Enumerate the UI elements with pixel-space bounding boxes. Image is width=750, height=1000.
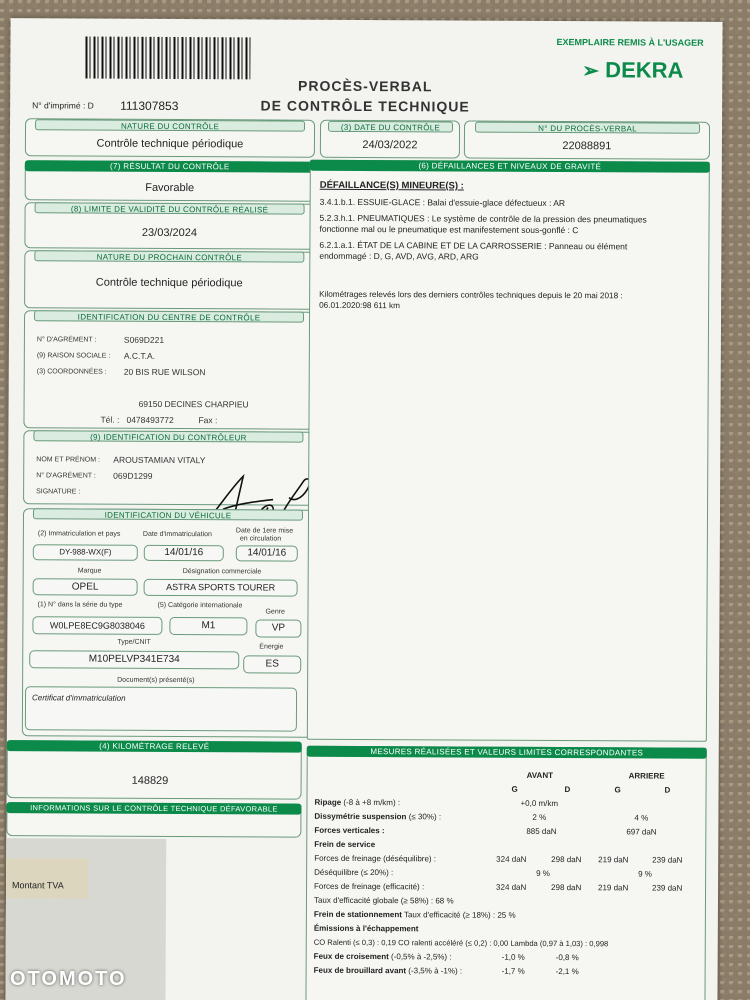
arriere-d: D: [664, 785, 671, 795]
controller-agrement-label: N° D'AGRÉMENT :: [36, 472, 96, 480]
marque-value: OPEL: [33, 578, 138, 596]
brouillard-g: -1,7 %: [501, 966, 525, 976]
title-line1: PROCÈS-VERBAL: [298, 77, 433, 95]
ripage-value: +0,0 m/km: [520, 798, 559, 809]
deseq-av: 9 %: [536, 868, 550, 878]
controller-title: (9) IDENTIFICATION DU CONTRÔLEUR: [33, 430, 303, 442]
defect-item: 5.2.3.h.1. PNEUMATIQUES : Le système de contrôle de la pression des pneumatiques: [319, 212, 647, 224]
deseq-ar: 9 %: [638, 869, 652, 879]
defects-heading: DÉFAILLANCE(S) MINEURE(S) :: [319, 179, 464, 192]
co-line: CO Ralenti (≤ 0,3) : 0,19 CO ralenti accéléré (≤ 0,2) : 0,00 Lambda (0,97 à 1,03) : 0,998: [313, 937, 609, 949]
ripage-limit: (-8 à +8 m/km) :: [343, 797, 401, 808]
print-no-label: N° d'imprimé : D: [32, 100, 94, 111]
dissym-ar: 4 %: [634, 813, 649, 823]
controller-name-label: NOM ET PRÉNOM :: [36, 456, 100, 464]
defects-title: (6) DÉFAILLANCES ET NIVEAUX DE GRAVITÉ: [310, 160, 710, 173]
categorie-value: M1: [169, 617, 247, 635]
pv-label: N° DU PROCÈS-VERBAL: [475, 122, 700, 134]
ff-eff-ar-g: 219 daN: [598, 883, 629, 893]
energie-value: ES: [243, 655, 301, 673]
dekra-logo-icon: ➢: [582, 60, 600, 83]
first-circ-label2: en circulation: [239, 535, 282, 543]
designation-label: Désignation commerciale: [182, 568, 262, 576]
center-agrement-label: N° D'AGRÉMENT :: [36, 336, 97, 344]
croisement-limit: (-0,5% à -2,5%) :: [391, 952, 452, 962]
receipt-stamp: [6, 858, 88, 898]
frein-service-label: Frein de service: [314, 839, 376, 850]
km-value: 148829: [131, 774, 169, 787]
forces-v-label: Forces verticales :: [314, 825, 385, 836]
document-value: Certificat d'immatriculation: [25, 686, 297, 731]
km-history-line1: Kilométrages relevés lors des derniers contrôles techniques depuis le 20 mai 2018 :: [319, 289, 623, 301]
validity-value: 23/03/2024: [141, 226, 198, 240]
genre-value: VP: [255, 619, 301, 637]
unfavorable-title: INFORMATIONS SUR LE CONTRÔLE TECHNIQUE DÉFAVORABLE: [6, 802, 301, 815]
categorie-label: (5) Catégorie internationale: [157, 601, 243, 610]
brouillard-d: -2,1 %: [555, 967, 579, 977]
brouillard-row: [314, 966, 463, 976]
croisement-row: [314, 952, 452, 962]
validity-label: (8) LIMITE DE VALIDITÉ DU CONTRÔLE RÉALISÉ: [35, 202, 305, 214]
defect-item: fonctionne mal ou le pneumatique est manifestement sous-gonflé : C: [319, 223, 579, 236]
designation-value: ASTRA SPORTS TOURER: [144, 579, 298, 597]
title-line2: DE CONTRÔLE TECHNIQUE: [260, 97, 470, 115]
km-history: [319, 289, 704, 313]
result-label: (7) RÉSULTAT DU CONTRÔLE: [25, 160, 315, 173]
barcode: [85, 37, 250, 80]
ff-deseq-av-g: 324 daN: [496, 854, 527, 864]
ff-eff-ar-d: 239 daN: [652, 883, 683, 893]
energie-label: Énergie: [259, 643, 284, 651]
km-history-line2: 06.01.2020:98 611 km: [319, 300, 400, 311]
controller-name: AROUSTAMIAN VITALY: [113, 454, 206, 466]
croisement-label: Feux de croisement: [313, 951, 389, 962]
brand-name: DEKRA: [605, 57, 684, 83]
avant-g: G: [511, 784, 518, 794]
date-value: 24/03/2022: [362, 138, 418, 152]
center-raison-label: (9) RAISON SOCIALE :: [36, 352, 111, 360]
montant-tva: Montant TVA: [12, 880, 64, 891]
frein-stat-row: [314, 910, 516, 920]
immat-label: (2) Immatriculation et pays: [37, 530, 121, 538]
result-value: Favorable: [145, 181, 195, 195]
otomoto-watermark: OTOMOTO: [10, 968, 127, 990]
marque-label: Marque: [77, 567, 102, 575]
ff-eff-av-g: 324 daN: [496, 882, 527, 892]
first-circ-label1: Date de 1ere mise: [235, 527, 294, 535]
brouillard-limit: (-3,5% à -1%) :: [408, 966, 463, 976]
center-coord-label: (3) COORDONNÉES :: [36, 368, 107, 376]
deseq-label: Déséquilibre (≤ 20%) :: [314, 867, 394, 878]
document-sheet: [5, 18, 722, 1000]
print-no: 111307853: [120, 98, 179, 114]
nature-value: Contrôle technique périodique: [96, 137, 244, 151]
frein-stat-value: Taux d'efficacité (≥ 18%) : 25 %: [403, 910, 516, 920]
measures-title: MESURES RÉALISÉES ET VALEURS LIMITES CORRESPONDANTES: [307, 746, 707, 759]
ff-deseq-av-d: 298 daN: [551, 854, 582, 865]
center-tel-label: Tél. :: [100, 414, 120, 425]
defect-item: 6.2.1.a.1. ÉTAT DE LA CABINE ET DE LA CARROSSERIE : Panneau ou élément: [319, 239, 628, 251]
frein-stat-label: Frein de stationnement: [313, 909, 402, 920]
pv-value: 22088891: [562, 140, 612, 153]
vehicle-title: IDENTIFICATION DU VÉHICULE: [33, 508, 303, 520]
date-label: (3) DATE DU CONTRÔLE: [328, 121, 453, 133]
center-fax-label: Fax :: [198, 415, 218, 426]
center-tel: 0478493772: [126, 414, 174, 426]
defect-item: endommagé : D, G, AVD, AVG, ARD, ARG: [319, 250, 479, 262]
dekra-logo: [582, 57, 683, 84]
dissym-av: 2 %: [532, 812, 547, 822]
type-label: Type/CNIT: [117, 638, 151, 646]
ripage-row: [314, 798, 400, 807]
brouillard-label: Feux de brouillard avant: [313, 965, 407, 976]
immat-value: DY-988-WX(F): [33, 544, 138, 561]
next-label: NATURE DU PROCHAIN CONTRÔLE: [34, 250, 304, 262]
arriere-header: ARRIERE: [628, 771, 665, 781]
documents-label: Document(s) présenté(s): [117, 676, 195, 685]
serie-value: W0LPE8EC9G8038046: [32, 616, 162, 635]
center-raison: A.C.T.A.: [123, 350, 156, 361]
forces-v-ar: 697 daN: [626, 827, 657, 837]
ff-deseq-ar-d: 239 daN: [652, 855, 683, 865]
taux-global: Taux d'efficacité globale (≥ 58%) : 68 %: [313, 895, 454, 906]
croisement-d: -0,8 %: [555, 953, 579, 963]
defects-list: [319, 197, 704, 265]
serie-label: (1) N° dans la série du type: [37, 601, 123, 609]
date-immat-value: 14/01/16: [144, 545, 224, 561]
dissym-limit: (≤ 30%) :: [408, 812, 442, 822]
emissions-label: Émissions à l'échappement: [313, 923, 419, 934]
copy-note: EXEMPLAIRE REMIS À L'USAGER: [556, 37, 704, 48]
controller-signature-label: SIGNATURE :: [36, 488, 81, 496]
controller-agrement: 069D1299: [113, 470, 153, 481]
center-title: IDENTIFICATION DU CENTRE DE CONTRÔLE: [34, 310, 304, 322]
nature-label: NATURE DU CONTRÔLE: [35, 119, 305, 131]
ff-deseq-ar-g: 219 daN: [598, 855, 629, 865]
defect-item: 3.4.1.b.1. ESSUIE-GLACE : Balai d'essuie-glace défectueux : AR: [319, 196, 566, 209]
km-title: (4) KILOMÉTRAGE RELEVÉ: [7, 740, 302, 753]
date-immat-label: Date d'immatriculation: [142, 530, 212, 539]
avant-header: AVANT: [526, 770, 554, 780]
genre-label: Genre: [265, 608, 285, 616]
dissym-row: [314, 812, 441, 822]
avant-d: D: [564, 785, 571, 795]
arriere-g: G: [614, 785, 621, 795]
center-address2: 69150 DECINES CHARPIEU: [138, 398, 249, 410]
ripage-label: Ripage: [314, 797, 342, 807]
center-agrement: S069D221: [123, 334, 165, 345]
croisement-g: -1,0 %: [501, 952, 525, 962]
ff-eff-av-d: 298 daN: [551, 882, 582, 893]
forces-v-av: 885 daN: [526, 826, 557, 837]
type-value: M10PELVP341E734: [29, 650, 239, 669]
next-value: Contrôle technique périodique: [95, 276, 243, 290]
center-address1: 20 BIS RUE WILSON: [123, 366, 206, 378]
ff-eff-label: Forces de freinage (efficacité) :: [314, 881, 425, 892]
first-circ-value: 14/01/16: [236, 545, 298, 561]
dissym-label: Dissymétrie suspension: [314, 811, 407, 822]
ff-deseq-label: Forces de freinage (déséquilibre) :: [314, 853, 437, 864]
